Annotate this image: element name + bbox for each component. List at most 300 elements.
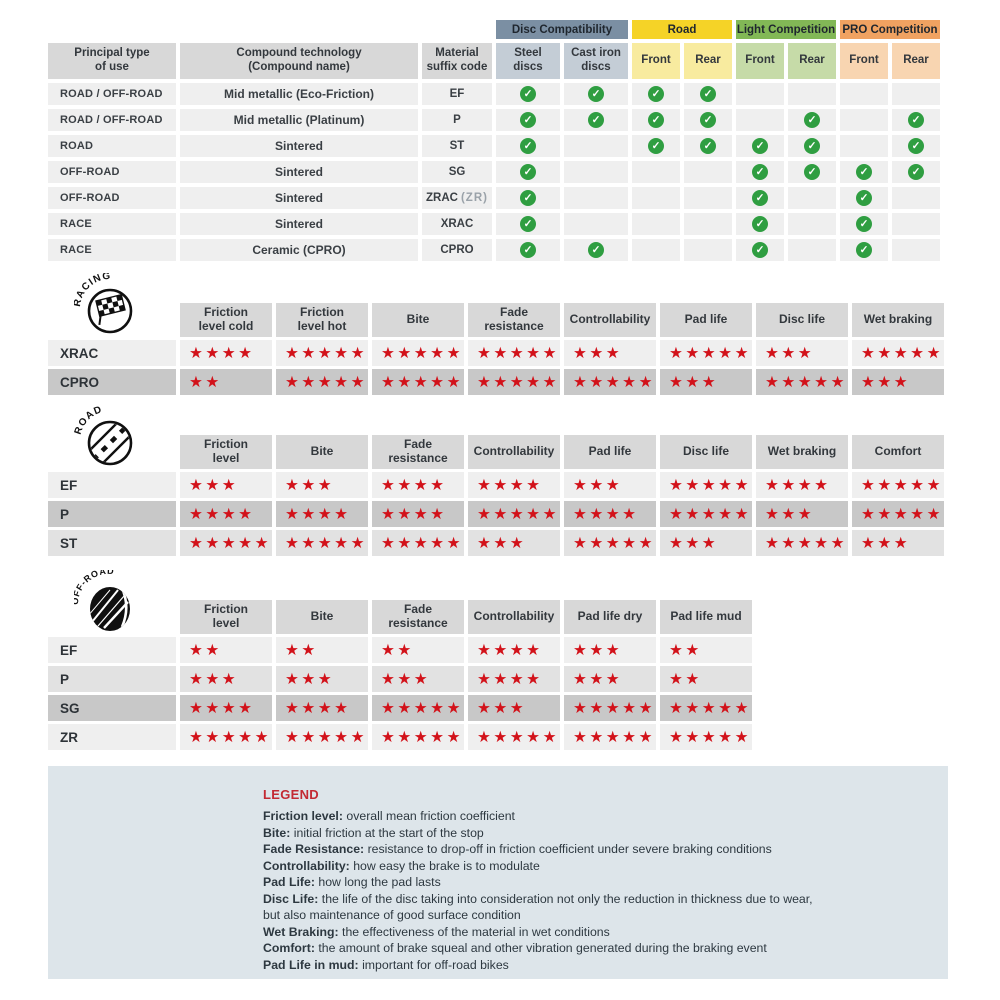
star-rating-5-of-5: [468, 724, 560, 750]
compound-label: XRAC: [48, 340, 176, 366]
star-icons: ★★★★★: [477, 373, 559, 391]
check-cell: [564, 109, 628, 131]
check-icon: ✓: [520, 138, 536, 154]
star-icons: ★★★★: [189, 344, 255, 362]
star-icons: ★★★★★: [285, 344, 367, 362]
road-icon: [74, 405, 140, 471]
suffix-code-cell: [422, 83, 492, 105]
check-cell: [892, 109, 940, 131]
principal-use-cell: OFF-ROAD: [48, 161, 176, 183]
check-cell: [564, 83, 628, 105]
compound-technology-cell: Sintered: [180, 135, 418, 157]
check-cell: [632, 187, 680, 209]
star-rating-5-of-5: [660, 501, 752, 527]
star-rating-3-of-5: [180, 666, 272, 692]
check-icon: ✓: [804, 112, 820, 128]
legend-entry: [263, 874, 924, 891]
star-rating-3-of-5: [852, 530, 944, 556]
check-icon: ✓: [908, 138, 924, 154]
star-icons: ★★★★: [765, 476, 831, 494]
rating-column-header: Friction level: [180, 600, 272, 634]
star-rating-5-of-5: [372, 369, 464, 395]
check-cell: [684, 161, 732, 183]
star-rating-5-of-5: [372, 340, 464, 366]
check-cell: [684, 83, 732, 105]
star-icons: ★★★: [285, 670, 335, 688]
star-icons: ★★★★★: [381, 728, 463, 746]
star-icons: ★★★★★: [285, 728, 367, 746]
check-cell: [788, 161, 836, 183]
check-cell: [788, 135, 836, 157]
check-icon: ✓: [856, 164, 872, 180]
star-rating-3-of-5: [756, 340, 848, 366]
star-icons: ★★★★: [477, 641, 543, 659]
star-icons: ★★★: [861, 373, 911, 391]
rating-column-header: Pad life: [660, 303, 752, 337]
offroad-mud-icon: [74, 570, 140, 636]
legend-term: Pad Life:: [263, 875, 315, 889]
star-rating-5-of-5: [180, 530, 272, 556]
rating-column-header: Controllability: [468, 435, 560, 469]
star-icons: ★★★: [669, 534, 719, 552]
group-header-road: Road: [632, 20, 732, 39]
star-icons: ★★★★★: [189, 534, 271, 552]
check-cell: [840, 239, 888, 261]
star-icons: ★★★: [285, 476, 335, 494]
star-icons: ★★★: [573, 476, 623, 494]
star-icons: ★★★: [573, 641, 623, 659]
legend-entry: [263, 841, 924, 858]
star-rating-5-of-5: [276, 724, 368, 750]
check-icon: ✓: [908, 164, 924, 180]
star-icons: ★★★★★: [189, 728, 271, 746]
star-rating-3-of-5: [468, 530, 560, 556]
star-icons: ★★★: [765, 505, 815, 523]
rating-column-header: Disc life: [756, 303, 848, 337]
star-icons: ★★★★: [573, 505, 639, 523]
check-cell: [736, 187, 784, 209]
offroad-icon-wrap: [74, 570, 140, 636]
check-icon: ✓: [752, 190, 768, 206]
principal-use-cell: RACE: [48, 239, 176, 261]
star-icons: ★★★★: [285, 505, 351, 523]
check-icon: ✓: [588, 242, 604, 258]
check-cell: [788, 109, 836, 131]
star-icons: ★★★★★: [381, 699, 463, 717]
rating-section-offroad: [48, 572, 1000, 750]
road-table: [48, 407, 1000, 556]
rating-section-road: [48, 407, 1000, 556]
check-cell: [788, 187, 836, 209]
check-cell: [496, 161, 560, 183]
check-cell: [892, 213, 940, 235]
star-icons: ★★★★★: [477, 505, 559, 523]
principal-use-cell: ROAD / OFF-ROAD: [48, 83, 176, 105]
legend-entry: [263, 858, 924, 875]
check-icon: ✓: [648, 138, 664, 154]
check-cell: [840, 213, 888, 235]
star-icons: ★★★★: [381, 505, 447, 523]
suffix-code-cell: [422, 239, 492, 261]
star-rating-5-of-5: [852, 472, 944, 498]
star-rating-5-of-5: [756, 369, 848, 395]
check-icon: ✓: [648, 86, 664, 102]
legend-term: Fade Resistance:: [263, 842, 365, 856]
check-cell: [632, 213, 680, 235]
star-rating-5-of-5: [564, 695, 656, 721]
check-cell: [496, 83, 560, 105]
legend-entry: [263, 907, 924, 924]
principal-use-cell: ROAD: [48, 135, 176, 157]
check-icon: ✓: [908, 112, 924, 128]
legend-description: resistance to drop-off in friction coefficient under severe braking conditions: [367, 842, 772, 856]
compound-technology-cell: Sintered: [180, 213, 418, 235]
check-cell: [788, 83, 836, 105]
compound-label: EF: [48, 637, 176, 663]
star-icons: ★★★: [861, 534, 911, 552]
suffix-code-text: SG: [448, 166, 466, 178]
road-label: ROAD: [74, 405, 105, 436]
compat-column-header: Principal type of use: [48, 43, 176, 79]
rating-column-header: Fade resistance: [372, 600, 464, 634]
star-rating-3-of-5: [276, 472, 368, 498]
check-cell: [496, 213, 560, 235]
compound-label: ST: [48, 530, 176, 556]
check-icon: ✓: [520, 112, 536, 128]
check-icon: ✓: [856, 242, 872, 258]
star-rating-5-of-5: [660, 695, 752, 721]
rating-column-header: Bite: [276, 600, 368, 634]
star-icons: ★★: [669, 641, 702, 659]
star-rating-3-of-5: [276, 666, 368, 692]
racing-label: ACING: [74, 273, 112, 301]
star-rating-5-of-5: [468, 340, 560, 366]
check-cell: [684, 187, 732, 209]
rating-column-header: Controllability: [564, 303, 656, 337]
star-rating-4-of-5: [180, 340, 272, 366]
rating-column-header: Controllability: [468, 600, 560, 634]
legend-entry: [263, 940, 924, 957]
compound-technology-cell: Sintered: [180, 161, 418, 183]
suffix-code-cell: [422, 187, 492, 209]
compat-sub-header: Cast iron discs: [564, 43, 628, 79]
star-rating-4-of-5: [372, 501, 464, 527]
legend-entries: [263, 808, 924, 973]
check-icon: ✓: [520, 216, 536, 232]
suffix-code-text: ST: [449, 140, 465, 152]
check-icon: ✓: [588, 112, 604, 128]
check-icon: ✓: [700, 86, 716, 102]
legend-description: important for off-road bikes: [362, 957, 509, 972]
check-cell: [496, 109, 560, 131]
star-rating-2-of-5: [372, 637, 464, 663]
star-rating-4-of-5: [276, 695, 368, 721]
compat-sub-header: Front: [840, 43, 888, 79]
suffix-code-text: XRAC: [440, 218, 474, 230]
rating-column-header: Comfort: [852, 435, 944, 469]
star-rating-3-of-5: [660, 530, 752, 556]
star-icons: ★★★: [189, 670, 239, 688]
rating-column-header: Pad life: [564, 435, 656, 469]
star-rating-5-of-5: [660, 340, 752, 366]
star-icons: ★★: [189, 641, 222, 659]
star-rating-5-of-5: [372, 530, 464, 556]
suffix-code-cell: [422, 161, 492, 183]
compat-sub-header: Rear: [788, 43, 836, 79]
check-cell: [736, 239, 784, 261]
star-rating-4-of-5: [180, 695, 272, 721]
star-icons: ★★★★★: [669, 699, 751, 717]
star-rating-4-of-5: [372, 472, 464, 498]
star-icons: ★★: [669, 670, 702, 688]
star-icons: ★★★★★: [573, 699, 655, 717]
check-icon: ✓: [520, 86, 536, 102]
check-cell: [684, 135, 732, 157]
check-cell: [564, 187, 628, 209]
star-icons: ★★★★★: [861, 505, 943, 523]
star-icons: ★★★: [573, 670, 623, 688]
racing-table: [48, 275, 1000, 395]
legend-term: Wet Braking:: [263, 924, 339, 939]
star-rating-5-of-5: [468, 501, 560, 527]
star-rating-2-of-5: [180, 637, 272, 663]
check-cell: [564, 213, 628, 235]
check-icon: ✓: [752, 216, 768, 232]
check-cell: [736, 161, 784, 183]
legend-description: how long the pad lasts: [318, 875, 441, 889]
star-icons: ★★★★★: [573, 728, 655, 746]
rating-column-header: Pad life mud: [660, 600, 752, 634]
check-icon: ✓: [520, 164, 536, 180]
check-icon: ✓: [700, 112, 716, 128]
star-rating-5-of-5: [756, 530, 848, 556]
star-rating-3-of-5: [852, 369, 944, 395]
suffix-code-text: EF: [449, 88, 465, 100]
star-rating-3-of-5: [564, 340, 656, 366]
star-icons: ★★★★★: [285, 373, 367, 391]
star-rating-5-of-5: [660, 472, 752, 498]
star-rating-5-of-5: [276, 530, 368, 556]
star-icons: ★★★★★: [669, 728, 751, 746]
check-cell: [496, 135, 560, 157]
compat-sub-header: Rear: [684, 43, 732, 79]
compatibility-table: [48, 20, 940, 261]
check-cell: [892, 187, 940, 209]
principal-use-cell: ROAD / OFF-ROAD: [48, 109, 176, 131]
suffix-code-text: ZRAC: [426, 192, 458, 204]
check-cell: [892, 161, 940, 183]
star-rating-3-of-5: [372, 666, 464, 692]
star-rating-3-of-5: [564, 666, 656, 692]
check-cell: [840, 109, 888, 131]
racing-checkered-flag-icon: [74, 273, 140, 339]
rating-column-header: Friction level cold: [180, 303, 272, 337]
rating-column-header: Wet braking: [756, 435, 848, 469]
legend-term: Pad Life in mud:: [263, 957, 359, 972]
compound-technology-cell: Mid metallic (Platinum): [180, 109, 418, 131]
legend-entry: [263, 924, 924, 941]
check-cell: [840, 83, 888, 105]
check-cell: [892, 239, 940, 261]
check-icon: ✓: [856, 190, 872, 206]
star-rating-2-of-5: [276, 637, 368, 663]
star-rating-5-of-5: [564, 724, 656, 750]
check-cell: [736, 109, 784, 131]
star-rating-3-of-5: [564, 472, 656, 498]
rating-column-header: Bite: [276, 435, 368, 469]
check-cell: [632, 239, 680, 261]
check-cell: [632, 135, 680, 157]
legend-entry: [263, 808, 924, 825]
star-icons: ★★★★: [477, 476, 543, 494]
star-icons: ★★★★★: [477, 728, 559, 746]
suffix-code-text: P: [453, 114, 461, 126]
star-rating-3-of-5: [660, 369, 752, 395]
legend-description: the life of the disc taking into consideration not only the reduction in thickness due to wear,: [321, 891, 813, 906]
check-cell: [632, 161, 680, 183]
star-rating-4-of-5: [468, 637, 560, 663]
star-icons: ★★★: [477, 534, 527, 552]
star-rating-5-of-5: [180, 724, 272, 750]
star-icons: ★★★: [669, 373, 719, 391]
rating-column-header: Wet braking: [852, 303, 944, 337]
compound-technology-cell: Ceramic (CPRO): [180, 239, 418, 261]
suffix-code-cell: [422, 213, 492, 235]
check-icon: ✓: [520, 242, 536, 258]
star-rating-5-of-5: [372, 724, 464, 750]
rating-section-racing: [48, 275, 1000, 395]
legend-description: the amount of brake squeal and other vibration generated during the braking event: [318, 941, 767, 955]
suffix-code-text: CPRO: [440, 244, 474, 256]
compound-label: EF: [48, 472, 176, 498]
star-icons: ★★★: [381, 670, 431, 688]
compat-column-header: Material suffix code: [422, 43, 492, 79]
rating-column-header: Bite: [372, 303, 464, 337]
compound-technology-cell: Mid metallic (Eco-Friction): [180, 83, 418, 105]
principal-use-cell: OFF-ROAD: [48, 187, 176, 209]
star-rating-5-of-5: [276, 369, 368, 395]
legend-term: Disc Life:: [263, 891, 319, 906]
check-cell: [684, 239, 732, 261]
star-rating-4-of-5: [564, 501, 656, 527]
check-cell: [736, 135, 784, 157]
star-icons: ★★★: [477, 699, 527, 717]
check-icon: ✓: [700, 138, 716, 154]
check-cell: [892, 83, 940, 105]
compat-header-spacer: [48, 20, 492, 39]
compound-label: CPRO: [48, 369, 176, 395]
star-rating-2-of-5: [180, 369, 272, 395]
rating-column-header: Friction level: [180, 435, 272, 469]
rating-column-header: Pad life dry: [564, 600, 656, 634]
star-rating-5-of-5: [564, 530, 656, 556]
compat-sub-header: Front: [736, 43, 784, 79]
check-icon: ✓: [804, 164, 820, 180]
star-icons: ★★★★: [477, 670, 543, 688]
star-icons: ★★★★: [381, 476, 447, 494]
road-icon-wrap: [74, 405, 140, 471]
legend-description: overall mean friction coefficient: [346, 809, 515, 823]
legend-entry: [263, 891, 924, 908]
legend-entry: [263, 825, 924, 842]
star-icons: ★★★★★: [669, 476, 751, 494]
check-cell: [736, 213, 784, 235]
compat-sub-header: Steel discs: [496, 43, 560, 79]
star-rating-5-of-5: [852, 501, 944, 527]
star-rating-3-of-5: [180, 472, 272, 498]
check-cell: [632, 83, 680, 105]
legend-description: but also maintenance of good surface condition: [263, 908, 521, 922]
check-cell: [564, 135, 628, 157]
star-rating-5-of-5: [372, 695, 464, 721]
check-cell: [496, 239, 560, 261]
star-icons: ★★★★★: [573, 534, 655, 552]
check-cell: [788, 239, 836, 261]
check-cell: [840, 135, 888, 157]
legend-description: how easy the brake is to modulate: [353, 858, 540, 873]
star-icons: ★★★★★: [381, 344, 463, 362]
star-rating-4-of-5: [468, 666, 560, 692]
check-cell: [840, 161, 888, 183]
star-icons: ★★★: [189, 476, 239, 494]
star-icons: ★★★★★: [669, 344, 751, 362]
check-cell: [564, 161, 628, 183]
legend-term: Comfort:: [263, 941, 315, 955]
legend-description: initial friction at the start of the stop: [293, 825, 484, 840]
check-cell: [892, 135, 940, 157]
compound-technology-cell: Sintered: [180, 187, 418, 209]
legend-entry: [263, 957, 924, 974]
check-icon: ✓: [752, 164, 768, 180]
offroad-table: [48, 572, 1000, 750]
star-rating-3-of-5: [564, 637, 656, 663]
star-rating-5-of-5: [660, 724, 752, 750]
compound-label: P: [48, 501, 176, 527]
rating-column-header: Fade resistance: [468, 303, 560, 337]
compat-column-header: Compound technology (Compound name): [180, 43, 418, 79]
star-icons: ★★★★★: [861, 476, 943, 494]
star-rating-4-of-5: [276, 501, 368, 527]
star-icons: ★★★★★: [381, 534, 463, 552]
racing-icon-wrap: [74, 273, 140, 339]
offroad-label: F-ROAD: [74, 570, 115, 593]
check-cell: [564, 239, 628, 261]
check-cell: [632, 109, 680, 131]
star-icons: ★★★★★: [669, 505, 751, 523]
check-icon: ✓: [752, 138, 768, 154]
compound-label: P: [48, 666, 176, 692]
group-header-light-competition: Light Competition: [736, 20, 836, 39]
star-rating-2-of-5: [660, 637, 752, 663]
check-cell: [840, 187, 888, 209]
star-rating-5-of-5: [564, 369, 656, 395]
suffix-code-cell: [422, 135, 492, 157]
check-cell: [496, 187, 560, 209]
check-icon: ✓: [856, 216, 872, 232]
group-header-disc-compatibility: Disc Compatibility: [496, 20, 628, 39]
rating-column-header: Disc life: [660, 435, 752, 469]
check-cell: [788, 213, 836, 235]
star-icons: ★★: [381, 641, 414, 659]
check-icon: ✓: [752, 242, 768, 258]
star-icons: ★★★★★: [765, 534, 847, 552]
legend-term: Controllability:: [263, 858, 350, 873]
rating-column-header: Fade resistance: [372, 435, 464, 469]
star-rating-5-of-5: [468, 369, 560, 395]
compat-sub-header: Rear: [892, 43, 940, 79]
check-icon: ✓: [520, 190, 536, 206]
star-rating-3-of-5: [468, 695, 560, 721]
